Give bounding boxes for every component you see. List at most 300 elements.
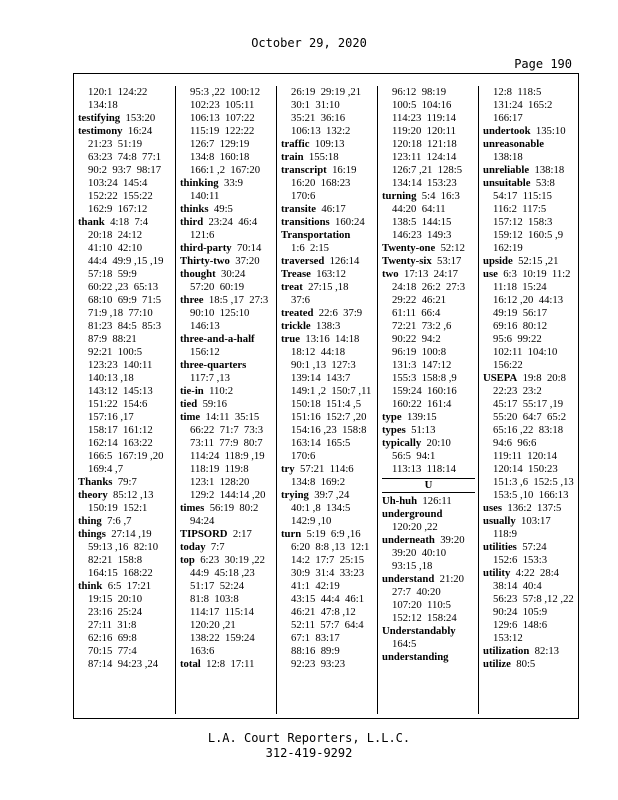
index-refs: 5:4 16:3 [416, 190, 460, 202]
index-term: testifying [78, 112, 121, 124]
index-refs-continued: 39:20 40:10 [392, 547, 447, 559]
index-refs: 80:5 [510, 658, 536, 670]
index-entry [281, 320, 374, 333]
index-term: times [180, 502, 205, 514]
footer-company: L.A. Court Reporters, L.L.C. [207, 731, 411, 745]
index-refs-continued: 103:24 145:4 [88, 177, 148, 189]
index-refs: 18:5 ,17 27:3 [203, 294, 269, 306]
index-refs-continued: 134:8 160:18 [190, 151, 250, 163]
index-refs-continued: 21:23 51:19 [88, 138, 143, 150]
index-refs: 85:12 ,13 [107, 489, 154, 501]
index-refs-continued: 166:5 167:19 ,20 [88, 450, 164, 462]
index-term: thought [180, 268, 216, 280]
index-refs-continued: 157:12 158:3 [493, 216, 553, 228]
index-refs-continued: 149:1 ,2 150:7 ,11 [291, 385, 372, 397]
index-entry [382, 508, 475, 521]
index-refs: 39:20 [434, 534, 465, 546]
index-entry [78, 216, 171, 229]
index-entry [180, 333, 273, 346]
index-refs-continued: 22:23 23:2 [493, 385, 542, 397]
index-term: thank [78, 216, 105, 228]
index-entry [180, 541, 273, 554]
index-refs-continued: 95:3 ,22 100:12 [190, 86, 261, 98]
index-refs-continued: 152:6 153:3 [493, 554, 548, 566]
index-entry [281, 255, 374, 268]
index-refs-continued: 18:12 44:18 [291, 346, 346, 358]
index-term: transite [281, 203, 317, 215]
index-refs-continued: 14:2 17:7 25:15 [291, 554, 365, 566]
index-refs-continued: 139:14 143:7 [291, 372, 351, 384]
index-refs-continued: 164:15 168:22 [88, 567, 153, 579]
index-entry [382, 651, 475, 664]
index-column-1 [74, 86, 173, 714]
index-refs: 79:7 [112, 476, 137, 488]
index-refs-continued: 51:17 52:24 [190, 580, 245, 592]
index-refs-continued: 23:16 25:24 [88, 606, 143, 618]
index-refs-continued: 29:22 46:21 [392, 294, 447, 306]
index-refs: 138:18 [529, 164, 565, 176]
index-refs-continued: 16:12 ,20 44:13 [493, 294, 564, 306]
index-entry [180, 411, 273, 424]
index-entry [382, 424, 475, 437]
index-refs: 52:15 ,21 [512, 255, 559, 267]
index-refs-continued: 44:4 49:9 ,15 ,19 [88, 255, 164, 267]
index-entry [382, 534, 475, 547]
index-refs-continued: 169:4 ,7 [88, 463, 124, 475]
index-term: tie-in [180, 385, 204, 397]
index-refs-continued: 27:11 31:8 [88, 619, 137, 631]
index-refs-continued: 140:13 ,18 [88, 372, 134, 384]
index-refs: 126:14 [324, 255, 360, 267]
index-refs-continued: 92:21 100:5 [88, 346, 143, 358]
index-refs-continued: 156:22 [493, 359, 523, 371]
index-refs: 163:12 [310, 268, 346, 280]
index-column-4 [377, 86, 477, 714]
index-refs-continued: 118:9 [493, 528, 517, 540]
index-term: time [180, 411, 201, 423]
index-term: trying [281, 489, 309, 501]
index-entry [483, 658, 576, 671]
index-refs: 16:19 [326, 164, 357, 176]
index-entry [382, 573, 475, 586]
index-entry [281, 216, 374, 229]
index-refs-continued: 120:20 ,21 [190, 619, 236, 631]
index-refs-continued: 119:20 120:11 [392, 125, 456, 137]
index-term: top [180, 554, 195, 566]
section-letter: U [382, 478, 475, 493]
index-refs-continued: 129:6 148:6 [493, 619, 548, 631]
index-entry [483, 164, 576, 177]
index-refs-continued: 6:20 8:8 ,13 12:1 [291, 541, 370, 553]
index-refs-continued: 96:12 98:19 [392, 86, 447, 98]
index-term: three-quarters [180, 359, 247, 371]
index-term: traversed [281, 255, 325, 267]
index-refs-continued: 55:20 64:7 65:2 [493, 411, 567, 423]
index-refs: 155:18 [303, 151, 339, 163]
index-refs-continued: 115:19 122:22 [190, 125, 255, 137]
index-entry [180, 294, 273, 307]
index-refs-continued: 134:14 153:23 [392, 177, 457, 189]
index-term: underground [382, 508, 443, 520]
index-entry [281, 164, 374, 177]
index-entry [180, 359, 273, 372]
index-refs-continued: 150:18 151:4 ,5 [291, 398, 362, 410]
index-refs-continued: 90:24 105:9 [493, 606, 548, 618]
index-refs-continued: 153:5 ,10 166:13 [493, 489, 569, 501]
index-entry [281, 463, 374, 476]
index-term: transcript [281, 164, 327, 176]
index-entry [483, 372, 576, 385]
index-term: understanding [382, 651, 449, 663]
index-entry [180, 554, 273, 567]
index-refs-continued: 121:6 [190, 229, 215, 241]
index-refs-continued: 90:22 94:2 [392, 333, 441, 345]
index-term: two [382, 268, 399, 280]
index-entry [78, 476, 171, 489]
index-entry [78, 112, 171, 125]
index-term: types [382, 424, 406, 436]
index-refs: 138:3 [310, 320, 341, 332]
index-entry [382, 242, 475, 255]
index-refs-continued: 120:18 121:18 [392, 138, 457, 150]
footer-phone: 312-419-9292 [265, 746, 353, 760]
index-refs: 103:17 [515, 515, 551, 527]
index-term: utilization [483, 645, 530, 657]
index-term: upside [483, 255, 513, 267]
index-refs-continued: 72:21 73:2 ,6 [392, 320, 452, 332]
index-term: Twenty-six [382, 255, 432, 267]
index-refs: 136:2 137:5 [502, 502, 562, 514]
index-refs-continued: 162:14 163:22 [88, 437, 153, 449]
index-refs-continued: 162:19 [493, 242, 523, 254]
index-refs-continued: 154:16 ,23 158:8 [291, 424, 367, 436]
index-entry [483, 268, 576, 281]
index-entry [483, 567, 576, 580]
index-column-5 [478, 86, 578, 714]
index-refs: 23:24 46:4 [203, 216, 258, 228]
index-refs-continued: 37:6 [291, 294, 311, 306]
index-refs: 53:8 [530, 177, 555, 189]
index-refs: 110:2 [203, 385, 234, 397]
index-refs-continued: 12:8 118:5 [493, 86, 542, 98]
index-refs-continued: 119:11 120:14 [493, 450, 557, 462]
index-term: use [483, 268, 498, 280]
page-number: Page 190 [514, 57, 572, 71]
index-term: today [180, 541, 206, 553]
index-term: turning [382, 190, 417, 202]
index-refs-continued: 170:6 [291, 190, 316, 202]
index-refs-continued: 65:16 ,22 83:18 [493, 424, 564, 436]
index-entry [78, 515, 171, 528]
index-refs: 21:20 [434, 573, 464, 585]
index-refs: 52:12 [435, 242, 465, 254]
index-refs-continued: 71:9 ,18 77:10 [88, 307, 153, 319]
index-refs-continued: 67:1 83:17 [291, 632, 340, 644]
index-refs: 7:7 [205, 541, 225, 553]
index-refs-continued: 96:19 100:8 [392, 346, 447, 358]
index-term: think [78, 580, 103, 592]
index-refs-continued: 87:14 94:23 ,24 [88, 658, 159, 670]
index-term: Uh-huh [382, 495, 418, 507]
index-refs-continued: 90:1 ,13 127:3 [291, 359, 356, 371]
index-term: testimony [78, 125, 123, 137]
index-term: thinks [180, 203, 209, 215]
index-entry [483, 541, 576, 554]
index-refs-continued: 30:9 31:4 33:23 [291, 567, 365, 579]
index-term: turn [281, 528, 302, 540]
index-refs: 27:14 ,19 [105, 528, 152, 540]
index-refs: 51:13 [405, 424, 436, 436]
index-refs-continued: 166:17 [493, 112, 523, 124]
index-refs-continued: 116:2 117:5 [493, 203, 547, 215]
index-refs-continued: 46:21 47:8 ,12 [291, 606, 356, 618]
index-refs-continued: 102:11 104:10 [493, 346, 558, 358]
index-term: typically [382, 437, 422, 449]
index-refs-continued: 153:12 [493, 632, 523, 644]
index-term: tied [180, 398, 198, 410]
index-entry [281, 151, 374, 164]
index-refs-continued: 68:10 69:9 71:5 [88, 294, 162, 306]
index-refs-continued: 106:13 107:22 [190, 112, 255, 124]
index-term: train [281, 151, 304, 163]
index-refs-continued: 146:23 149:3 [392, 229, 452, 241]
index-refs-continued: 35:21 36:16 [291, 112, 346, 124]
index-refs: 59:16 [197, 398, 227, 410]
index-refs: 39:7 ,24 [308, 489, 350, 501]
index-refs-continued: 138:5 144:15 [392, 216, 452, 228]
index-refs: 53:17 [431, 255, 462, 267]
index-entry [281, 489, 374, 502]
index-refs-continued: 63:23 74:8 77:1 [88, 151, 162, 163]
index-refs: 16:24 [122, 125, 153, 137]
index-refs-continued: 102:23 105:11 [190, 99, 255, 111]
index-term: theory [78, 489, 108, 501]
index-term: try [281, 463, 295, 475]
index-refs-continued: 117:7 ,13 [190, 372, 230, 384]
index-entry [483, 255, 576, 268]
index-refs-continued: 138:18 [493, 151, 523, 163]
index-refs: 6:5 17:21 [102, 580, 152, 592]
index-term: utilize [483, 658, 511, 670]
index-frame [73, 73, 579, 719]
index-refs-continued: 100:5 104:16 [392, 99, 452, 111]
index-entry [483, 502, 576, 515]
index-entry [281, 203, 374, 216]
index-refs: 17:13 24:17 [398, 268, 459, 280]
index-refs-continued: 90:10 125:10 [190, 307, 250, 319]
index-refs-continued: 16:20 168:23 [291, 177, 351, 189]
index-refs-continued: 49:19 56:17 [493, 307, 548, 319]
index-entry [281, 333, 374, 346]
index-refs-continued: 120:1 124:22 [88, 86, 148, 98]
index-entry [483, 177, 576, 190]
index-refs-continued: 24:18 26:2 27:3 [392, 281, 466, 293]
index-refs: 12:8 17:11 [200, 658, 255, 670]
index-refs-continued: 160:22 161:4 [392, 398, 452, 410]
index-refs-continued: 19:15 20:10 [88, 593, 143, 605]
index-term: unreliable [483, 164, 530, 176]
index-refs-continued: 94:6 96:6 [493, 437, 537, 449]
index-entry [382, 190, 475, 203]
index-refs-continued: 57:18 59:9 [88, 268, 137, 280]
index-refs-continued: 94:24 [190, 515, 215, 527]
index-term: uses [483, 502, 503, 514]
index-entry [78, 489, 171, 502]
index-refs-continued: 20:18 24:12 [88, 229, 143, 241]
index-refs-continued: 1:6 2:15 [291, 242, 330, 254]
index-refs-continued: 113:13 118:14 [392, 463, 456, 475]
index-refs-continued: 131:24 165:2 [493, 99, 553, 111]
index-entry [180, 385, 273, 398]
index-entry [483, 125, 576, 138]
index-entry [483, 138, 576, 151]
index-refs-continued: 156:12 [190, 346, 220, 358]
index-refs: 46:17 [316, 203, 346, 215]
index-refs-continued: 52:11 57:7 64:4 [291, 619, 364, 631]
index-refs: 7:6 ,7 [101, 515, 132, 527]
index-entry [382, 411, 475, 424]
index-refs-continued: 159:12 160:5 ,9 [493, 229, 564, 241]
index-refs-continued: 95:6 99:22 [493, 333, 542, 345]
index-refs: 33:9 [218, 177, 243, 189]
index-refs: 153:20 [120, 112, 156, 124]
index-refs-continued: 60:22 ,23 65:13 [88, 281, 159, 293]
index-refs-continued: 43:15 44:4 46:1 [291, 593, 365, 605]
index-refs: 5:19 6:9 ,16 [301, 528, 361, 540]
index-entry [382, 437, 475, 450]
index-entry [78, 528, 171, 541]
index-term: Twenty-one [382, 242, 436, 254]
index-refs-continued: 146:13 [190, 320, 220, 332]
index-refs-continued: 152:12 158:24 [392, 612, 457, 624]
index-refs-continued: 26:19 29:19 ,21 [291, 86, 362, 98]
index-term: Trease [281, 268, 311, 280]
index-refs-continued: 81:8 103:8 [190, 593, 239, 605]
index-term: type [382, 411, 402, 423]
index-refs-continued: 90:2 93:7 98:17 [88, 164, 162, 176]
index-entry [180, 177, 273, 190]
index-term: undertook [483, 125, 531, 137]
index-refs-continued: 106:13 132:2 [291, 125, 351, 137]
index-entry [382, 625, 475, 638]
index-entry [281, 268, 374, 281]
index-term: thinking [180, 177, 219, 189]
index-refs-continued: 41:10 42:10 [88, 242, 143, 254]
index-refs-continued: 162:9 167:12 [88, 203, 148, 215]
index-entry [281, 229, 374, 242]
index-refs: 6:23 30:19 ,22 [194, 554, 265, 566]
header-date: October 29, 2020 [251, 36, 367, 50]
index-refs-continued: 61:11 66:4 [392, 307, 441, 319]
index-term: treated [281, 307, 314, 319]
index-refs-continued: 150:19 152:1 [88, 502, 148, 514]
index-refs-continued: 163:6 [190, 645, 215, 657]
index-refs-continued: 166:1 ,2 167:20 [190, 164, 261, 176]
index-refs-continued: 30:1 31:10 [291, 99, 340, 111]
index-refs-continued: 159:24 160:16 [392, 385, 457, 397]
index-term: treat [281, 281, 303, 293]
index-entry [281, 307, 374, 320]
index-refs-continued: 114:17 115:14 [190, 606, 254, 618]
index-refs: 70:14 [231, 242, 262, 254]
index-refs-continued: 170:6 [291, 450, 316, 462]
index-refs: 57:24 [516, 541, 547, 553]
index-term: things [78, 528, 106, 540]
index-refs-continued: 56:5 94:1 [392, 450, 436, 462]
index-refs-continued: 11:18 15:24 [493, 281, 547, 293]
index-refs: 2:17 [227, 528, 252, 540]
index-refs-continued: 59:13 ,16 82:10 [88, 541, 159, 553]
index-refs-continued: 152:22 155:22 [88, 190, 153, 202]
index-term: utility [483, 567, 511, 579]
index-term: total [180, 658, 201, 670]
index-refs-continued: 107:20 110:5 [392, 599, 451, 611]
index-refs: 30:24 [215, 268, 246, 280]
index-refs-continued: 134:18 [88, 99, 118, 111]
index-term: third-party [180, 242, 232, 254]
index-refs: 4:22 28:4 [510, 567, 560, 579]
index-refs-continued: 140:11 [190, 190, 220, 202]
index-refs: 4:18 7:4 [104, 216, 149, 228]
index-refs-continued: 155:3 158:8 ,9 [392, 372, 457, 384]
index-term: Understandably [382, 625, 456, 637]
index-refs-continued: 126:7 ,21 128:5 [392, 164, 463, 176]
index-refs: 139:15 [401, 411, 437, 423]
index-entry [180, 528, 273, 541]
index-refs-continued: 158:17 161:12 [88, 424, 153, 436]
index-refs-continued: 123:23 140:11 [88, 359, 153, 371]
index-refs-continued: 151:16 152:7 ,20 [291, 411, 367, 423]
index-refs-continued: 151:3 ,6 152:5 ,13 [493, 476, 574, 488]
index-term: three [180, 294, 204, 306]
index-entry [180, 242, 273, 255]
index-entry [180, 255, 273, 268]
index-term: three-and-a-half [180, 333, 255, 345]
index-refs-continued: 123:11 124:14 [392, 151, 457, 163]
index-entry [180, 398, 273, 411]
index-refs-continued: 82:21 158:8 [88, 554, 143, 566]
index-term: thing [78, 515, 102, 527]
index-entry [180, 203, 273, 216]
index-refs-continued: 120:20 ,22 [392, 521, 438, 533]
index-refs-continued: 120:14 150:23 [493, 463, 558, 475]
index-refs: 6:3 10:19 11:2 [497, 268, 571, 280]
index-entry [78, 125, 171, 138]
index-term: Thirty-two [180, 255, 230, 267]
index-refs: 57:21 114:6 [294, 463, 354, 475]
index-refs: 27:15 ,18 [302, 281, 349, 293]
index-refs-continued: 118:19 119:8 [190, 463, 249, 475]
index-refs: 49:5 [208, 203, 233, 215]
footer [0, 731, 618, 761]
index-term: unreasonable [483, 138, 544, 150]
index-term: Transportation [281, 229, 351, 241]
index-refs: 82:13 [529, 645, 560, 657]
index-term: transitions [281, 216, 330, 228]
index-refs-continued: 126:7 129:19 [190, 138, 250, 150]
index-refs: 14:11 35:15 [200, 411, 260, 423]
index-refs-continued: 138:22 159:24 [190, 632, 255, 644]
index-refs-continued: 92:23 93:23 [291, 658, 346, 670]
index-refs: 22:6 37:9 [313, 307, 363, 319]
index-column-3 [276, 86, 376, 714]
index-refs-continued: 66:22 71:7 73:3 [190, 424, 264, 436]
index-entry [483, 645, 576, 658]
index-refs-continued: 151:22 154:6 [88, 398, 148, 410]
index-refs-continued: 57:20 60:19 [190, 281, 245, 293]
index-entry [281, 138, 374, 151]
index-refs-continued: 87:9 88:21 [88, 333, 137, 345]
